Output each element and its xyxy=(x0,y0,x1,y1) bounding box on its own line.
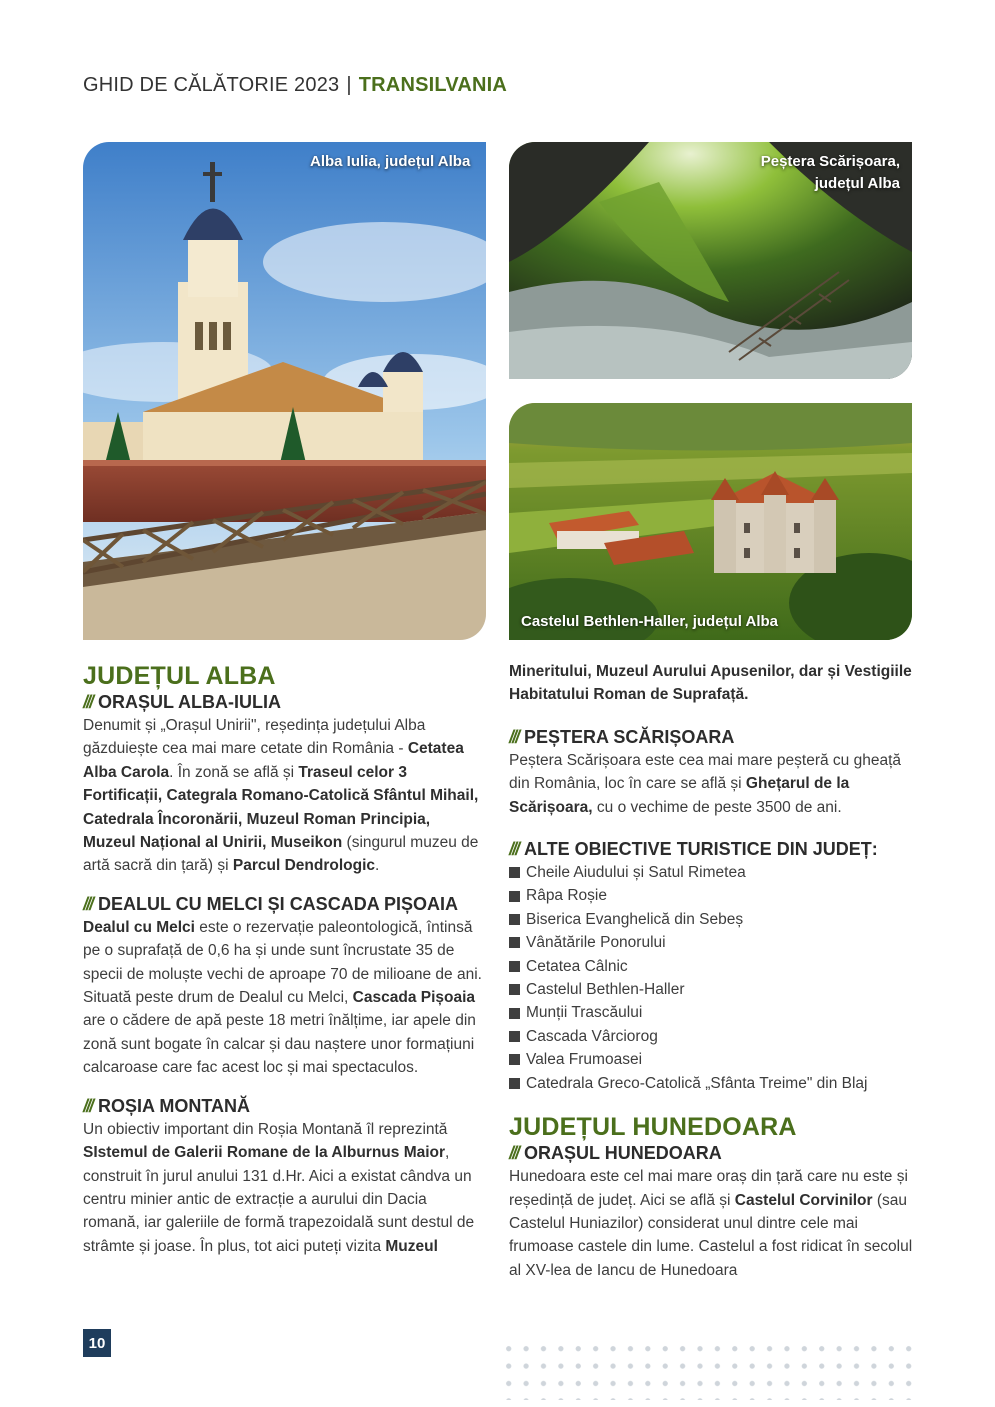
section-title: ROȘIA MONTANĂ xyxy=(98,1095,251,1116)
section-heading-scarisoara xyxy=(509,725,914,749)
list-item: Munții Trascăului xyxy=(509,1001,914,1024)
square-bullet-icon xyxy=(509,1031,520,1042)
caption-scarisoara-line2: județul Alba xyxy=(814,175,900,192)
slash-icon: /// xyxy=(83,692,93,712)
square-bullet-icon xyxy=(509,937,520,948)
header-separator: | xyxy=(346,74,352,96)
section-title: DEALUL CU MELCI ȘI CASCADA PIȘOAIA xyxy=(98,893,459,914)
section-heading-alba-iulia xyxy=(83,690,486,714)
region-title: TRANSILVANIA xyxy=(358,74,508,96)
guide-title: GHID DE CĂLĂTORIE 2023 xyxy=(83,74,340,96)
list-item: Râpa Roșie xyxy=(509,884,914,907)
list-item: Vânătările Ponorului xyxy=(509,931,914,954)
paragraph-rosia-montana: Un obiectiv important din Roșia Montană îl reprezintă SIstemul de Galerii Romane de la Alburnus Maior, construit în jurul anului 131 d.Hr. Aici a existat cândva un centru minier antic de extracție a aurului din Dacia romană, iar galeriile de formă trapezoidală sunt destul de strâmte și joase. În plus, tot aici puteți vizita Muzeul xyxy=(83,1120,475,1255)
page-number: 10 xyxy=(83,1329,111,1357)
square-bullet-icon xyxy=(509,1078,520,1089)
county-title-alba: JUDEȚUL ALBA xyxy=(83,662,276,690)
slash-icon: /// xyxy=(83,893,93,914)
caption-alba-iulia: Alba Iulia, județul Alba xyxy=(310,153,471,170)
caption-scarisoara xyxy=(740,151,900,195)
right-column xyxy=(509,660,914,1282)
decorative-dot-grid xyxy=(500,1340,920,1400)
square-bullet-icon xyxy=(509,891,520,902)
photo-bethlen-haller-castle xyxy=(509,403,912,640)
slash-icon: /// xyxy=(509,1143,519,1164)
square-bullet-icon xyxy=(509,1054,520,1065)
section-title: PEȘTERA SCĂRIȘOARA xyxy=(524,726,735,747)
paragraph-continued: Mineritului, Muzeul Aurului Apusenilor, dar și Vestigiile Habitatului Roman de Suprafață. xyxy=(509,663,912,704)
section-heading-other-attractions xyxy=(509,837,914,861)
square-bullet-icon xyxy=(509,914,520,925)
paragraph-dealul-cu-melci: Dealul cu Melci este o rezervație paleontologică, întinsă pe o suprafață de 0,6 ha și unde sunt încrustate 35 de specii de moluște vechi de aproape 70 de milioane de ani. Situată peste drum de Dealul cu Melci, Cascada Pișoaia are o cădere de apă peste 18 metri înălțime, iar apele din zonă sunt bogate în calcar și dau naștere unor formațiuni calcaroase care fac acest loc și mai spectaculos. xyxy=(83,918,482,1077)
list-item: Cetatea Câlnic xyxy=(509,955,914,978)
slash-icon: /// xyxy=(509,839,519,860)
section-heading-dealul-cu-melci xyxy=(83,892,486,916)
list-item: Biserica Evanghelică din Sebeș xyxy=(509,908,914,931)
paragraph-alba-iulia: Denumit și „Orașul Unirii", reședința județului Alba găzduiește cea mai mare cetate din România - Cetatea Alba Carola. În zonă se află și Traseul celor 3 Fortificații, Categrala Romano-Catolică Sfântul Mihail, Catedrala Încoronării, Muzeul Roman Principia, Muzeul Național al Unirii, Museikon (singurul muzeu de artă sacră din țară) și Parcul Dendrologic. xyxy=(83,717,479,875)
section-title: ORAȘUL ALBA-IULIA xyxy=(98,692,282,712)
slash-icon: /// xyxy=(509,726,519,747)
left-column xyxy=(83,662,486,1258)
photo-alba-iulia xyxy=(83,142,486,640)
square-bullet-icon xyxy=(509,961,520,972)
slash-icon: /// xyxy=(83,1095,93,1116)
section-title: ALTE OBIECTIVE TURISTICE DIN JUDEȚ: xyxy=(524,839,878,860)
section-heading-rosia-montana xyxy=(83,1094,486,1118)
paragraph-scarisoara: Peștera Scărișoara este cea mai mare peșteră cu gheață din România, loc în care se află și Ghețarul de la Scărișoara, cu o vechime de peste 3500 de ani. xyxy=(509,751,902,816)
square-bullet-icon xyxy=(509,984,520,995)
caption-bethlen-haller: Castelul Bethlen-Haller, județul Alba xyxy=(521,613,778,630)
paragraph-hunedoara: Hunedoara este cel mai mare oraș din țară care nu este și reședință de județ. Aici se află și Castelul Corvinilor (sau Castelul Huniazilor) considerat unul dintre cele mai frumoase castele din lume. Castelul a fost ridicat în secolul al XV-lea de Iancu de Hunedoara xyxy=(509,1168,913,1279)
section-title: ORAȘUL HUNEDOARA xyxy=(524,1143,722,1164)
square-bullet-icon xyxy=(509,867,520,878)
list-item: Castelul Bethlen-Haller xyxy=(509,978,914,1001)
running-header xyxy=(83,74,507,97)
county-title-hunedoara: JUDEȚUL HUNEDOARA xyxy=(509,1113,797,1142)
list-item: Valea Frumoasei xyxy=(509,1048,914,1071)
list-item: Cascada Vârciorog xyxy=(509,1025,914,1048)
section-heading-hunedoara xyxy=(509,1141,914,1165)
list-item: Cheile Aiudului și Satul Rimetea xyxy=(509,861,914,884)
square-bullet-icon xyxy=(509,1008,520,1019)
caption-scarisoara-line1: Peștera Scărișoara, xyxy=(760,153,900,170)
attractions-list xyxy=(509,861,914,1095)
list-item: Catedrala Greco-Catolică „Sfânta Treime" din Blaj xyxy=(509,1072,914,1095)
